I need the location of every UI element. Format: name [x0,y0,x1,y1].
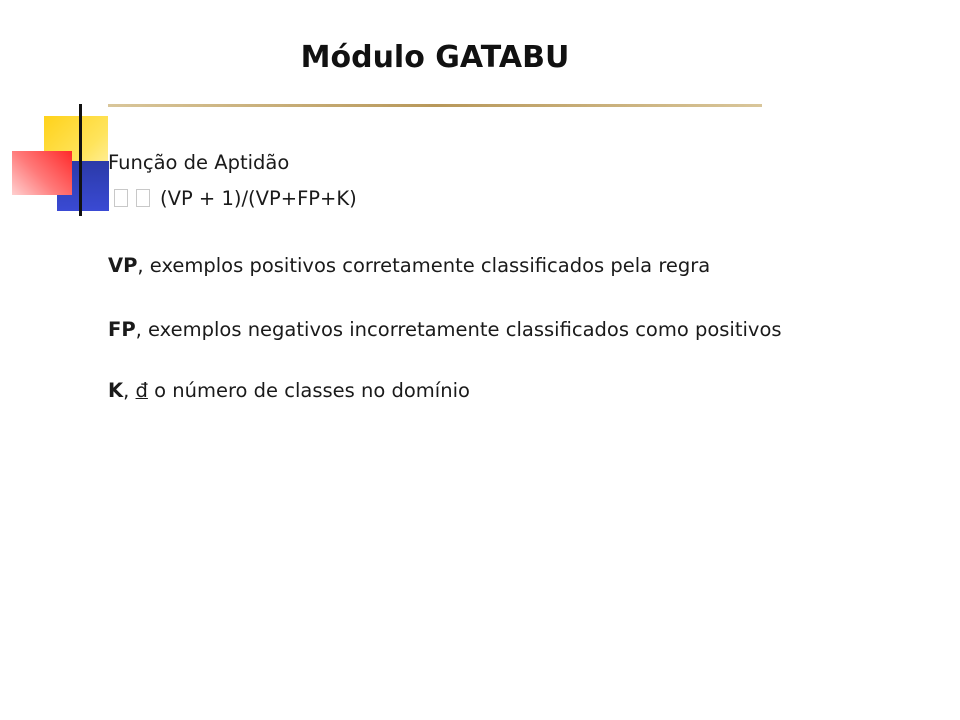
missing-glyph-icon [136,189,150,207]
definition-term: FP [108,318,136,341]
decorative-red-square [12,151,72,195]
definition-k [108,377,828,405]
definition-vp [108,252,828,280]
definition-term: VP [108,254,138,277]
missing-glyph-icon [114,189,128,207]
fitness-formula: (VP + 1)/(VP+FP+K) [160,187,357,210]
slide-title: Módulo GATABU [300,40,570,75]
definition-term: K [108,379,124,402]
definition-text: o número de classes no domínio [147,379,470,402]
definition-text: , exemplos negativos incorretamente classificados como positivos [135,318,782,341]
decorative-vertical-rule [79,104,82,216]
fitness-function-heading: Função de Aptidão [108,151,290,174]
fitness-formula-line [108,185,828,213]
definition-mark: đ [135,379,148,402]
definition-text: , exemplos positivos corretamente classificados pela regra [137,254,711,277]
definition-fp [108,316,828,344]
definition-separator: , [123,379,136,402]
title-underline-rule [108,104,762,107]
